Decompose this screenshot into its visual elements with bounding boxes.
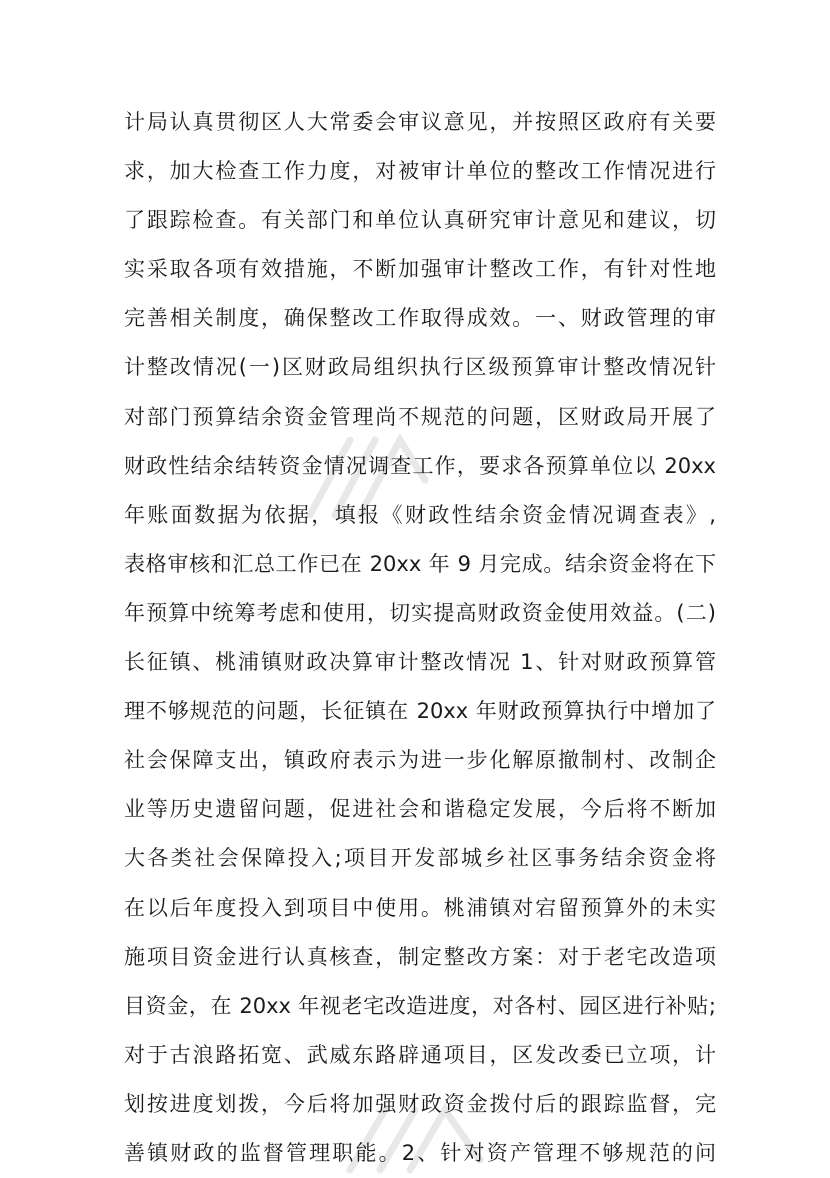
text-line: 善镇财政的监督管理职能。2、针对资产管理不够规范的问	[124, 1140, 716, 1165]
text-line: 目资金，在 20xx 年视老宅改造进度，对各村、园区进行补贴;	[124, 993, 716, 1018]
text-line: 财政性结余结转资金情况调查工作，要求各预算单位以 20xx	[124, 453, 716, 478]
text-line: 表格审核和汇总工作已在 20xx 年 9 月完成。结余资金将在下	[124, 551, 716, 576]
text-line: 了跟踪检查。有关部门和单位认真研究审计意见和建议，切	[124, 208, 716, 233]
text-line: 对于古浪路拓宽、武威东路辟通项目，区发改委已立项，计	[124, 1042, 716, 1067]
body-paragraph	[124, 98, 716, 1178]
text-line: 计整改情况(一)区财政局组织执行区级预算审计整改情况针	[124, 355, 716, 380]
text-line: 求，加大检查工作力度，对被审计单位的整改工作情况进行	[124, 159, 716, 184]
text-line: 社会保障支出，镇政府表示为进一步化解原撤制村、改制企	[124, 748, 716, 773]
text-line: 完善相关制度，确保整改工作取得成效。一、财政管理的审	[124, 306, 716, 331]
text-line: 年账面数据为依据，填报《财政性结余资金情况调查表》,	[124, 502, 716, 527]
text-line: 实采取各项有效措施，不断加强审计整改工作，有针对性地	[124, 257, 716, 282]
text-line: 划按进度划拨，今后将加强财政资金拨付后的跟踪监督，完	[124, 1091, 716, 1116]
text-line: 长征镇、桃浦镇财政决算审计整改情况 1、针对财政预算管	[124, 650, 716, 675]
text-line: 年预算中统筹考虑和使用，切实提高财政资金使用效益。(二)	[124, 600, 716, 625]
text-line: 计局认真贯彻区人大常委会审议意见，并按照区政府有关要	[124, 110, 716, 134]
text-line: 业等历史遗留问题，促进社会和谐稳定发展，今后将不断加	[124, 797, 716, 822]
text-line: 理不够规范的问题，长征镇在 20xx 年财政预算执行中增加了	[124, 699, 716, 724]
text-line: 对部门预算结余资金管理尚不规范的问题，区财政局开展了	[124, 404, 716, 429]
text-line: 大各类社会保障投入;项目开发部城乡社区事务结余资金将	[124, 846, 716, 871]
text-line: 在以后年度投入到项目中使用。桃浦镇对宕留预算外的未实	[124, 895, 716, 920]
text-line: 施项目资金进行认真核查，制定整改方案：对于老宅改造项	[124, 944, 716, 969]
